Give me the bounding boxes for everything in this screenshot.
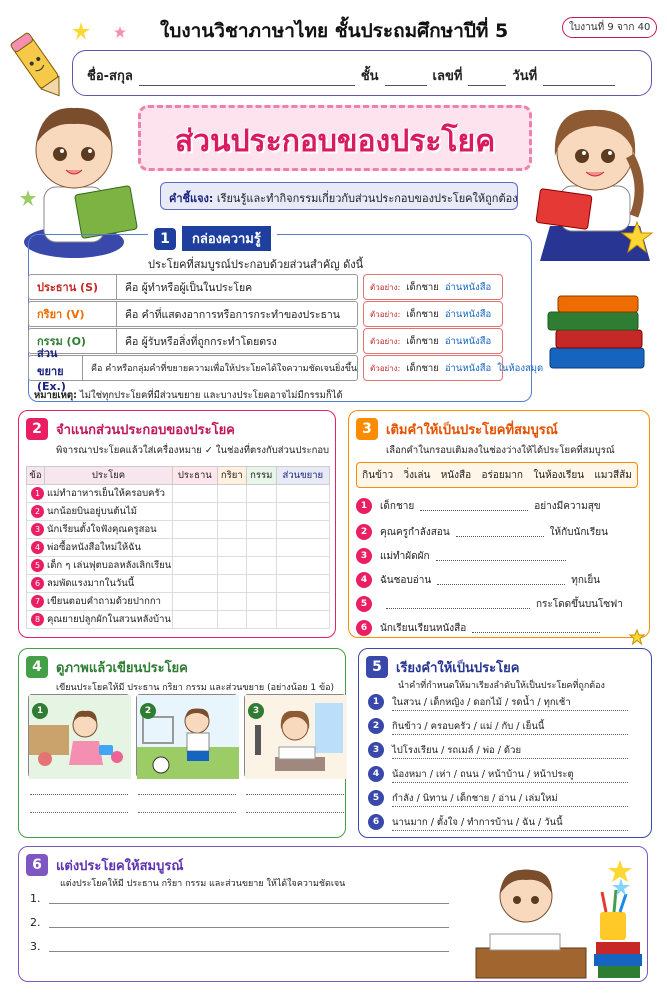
column-header: ประโยค xyxy=(45,467,173,485)
section3-subtitle: เลือกคำในกรอบเติมลงในช่องว่างให้ได้ประโยคที่สมบูรณ์ xyxy=(386,445,615,456)
answer-line[interactable] xyxy=(138,794,236,795)
term-definition: คือ ผู้รับหรือสิ่งที่ถูกกระทำโดยตรง xyxy=(125,335,277,348)
answer-line[interactable] xyxy=(30,794,128,795)
star-icon xyxy=(114,26,126,38)
table-row: 8 คุณยายปลูกผักในสวนหลังบ้าน xyxy=(27,611,330,629)
section6-header xyxy=(26,854,183,876)
answer-line[interactable] xyxy=(392,734,628,735)
fill-blank[interactable] xyxy=(456,527,544,537)
section1-number: 1 xyxy=(154,228,176,250)
check-cell[interactable] xyxy=(173,485,218,503)
check-cell[interactable] xyxy=(246,557,276,575)
term-definition: คือ คำที่แสดงอาการหรือการกระทำของประธาน xyxy=(125,308,340,321)
check-cell[interactable] xyxy=(276,539,329,557)
sentence-text: คุณยายปลูกผักในสวนหลังบ้าน xyxy=(47,614,171,625)
answer-line[interactable] xyxy=(392,830,628,831)
word-bank-item: กินข้าว xyxy=(362,469,394,481)
picture-number: 2 xyxy=(140,703,156,719)
check-cell[interactable] xyxy=(217,593,246,611)
answer-line[interactable] xyxy=(392,806,628,807)
check-cell[interactable] xyxy=(276,611,329,629)
instruction-box xyxy=(160,182,518,210)
check-cell[interactable] xyxy=(217,521,246,539)
fill-blank[interactable] xyxy=(420,501,528,511)
example-extension: ในห้องสมุด xyxy=(497,362,544,374)
check-cell[interactable] xyxy=(276,575,329,593)
fill-item: 3 แม่ทำผัดผัก xyxy=(356,548,572,564)
definition-row xyxy=(28,274,358,300)
arrange-item: 5 กำลัง / นิทาน / เด็กชาย / อ่าน / เล่มใหม่ xyxy=(368,790,558,806)
check-cell[interactable] xyxy=(246,503,276,521)
answer-line[interactable] xyxy=(138,812,236,813)
check-cell[interactable] xyxy=(276,521,329,539)
check-cell[interactable] xyxy=(173,521,218,539)
check-cell[interactable] xyxy=(173,611,218,629)
section1-intro: ประโยคที่สมบูรณ์ประกอบด้วยส่วนสำคัญ ดังนี้ xyxy=(148,258,364,271)
check-cell[interactable] xyxy=(173,557,218,575)
page-title: ใบงานวิชาภาษาไทย ชั้นประถมศึกษาปีที่ 5 xyxy=(160,20,509,42)
table-row: 5 เด็ก ๆ เล่นฟุตบอลหลังเลิกเรียน xyxy=(27,557,330,575)
section5-title: เรียงคำให้เป็นประโยค xyxy=(396,660,520,676)
word-bank-item: แมวสีส้ม xyxy=(594,469,632,481)
example-label: ตัวอย่าง: xyxy=(370,309,401,319)
sentence-line xyxy=(30,916,449,929)
sentence-text: เด็ก ๆ เล่นฟุตบอลหลังเลิกเรียน xyxy=(47,560,172,571)
fill-prefix: คุณครูกำลังสอน xyxy=(380,526,450,538)
fill-blank[interactable] xyxy=(386,599,530,609)
classification-table xyxy=(26,466,330,629)
fill-blank[interactable] xyxy=(437,575,565,585)
section3-number: 3 xyxy=(356,418,378,440)
fill-prefix: ฉันชอบอ่าน xyxy=(380,574,432,586)
star-icon xyxy=(630,630,644,644)
sentence-text: ลมพัดแรงมากในวันนี้ xyxy=(47,578,135,589)
fill-suffix: อย่างมีความสุข xyxy=(534,500,601,512)
date-label: วันที่ xyxy=(512,69,538,84)
section5-subtitle: นำคำที่กำหนดให้มาเรียงลำดับให้เป็นประโยคที่ถูกต้อง xyxy=(398,681,605,691)
check-cell[interactable] xyxy=(217,503,246,521)
answer-line[interactable] xyxy=(49,942,449,952)
section2-subtitle: พิจารณาประโยคแล้วใส่เครื่องหมาย ✓ ในช่องที่ตรงกับส่วนประกอบ xyxy=(56,445,330,456)
word-set: กินข้าว / ครอบครัว / แม่ / กับ / เย็นนี้ xyxy=(392,720,545,732)
definition-row xyxy=(28,301,358,327)
example-verb: อ่านหนังสือ xyxy=(444,281,492,293)
instruction-text: เรียนรู้และทำกิจกรรมเกี่ยวกับส่วนประกอบของประโยคให้ถูกต้อง xyxy=(216,192,518,205)
section6-title: แต่งประโยคให้สมบูรณ์ xyxy=(56,858,184,874)
banner-title: ส่วนประกอบของประโยค xyxy=(174,124,496,159)
section2-number: 2 xyxy=(26,418,48,440)
example-subject: เด็กชาย xyxy=(406,335,439,347)
check-cell[interactable] xyxy=(217,611,246,629)
example-subject: เด็กชาย xyxy=(406,362,439,374)
arrange-item: 6 นานมาก / ตั้งใจ / ทำการบ้าน / ฉัน / วันนี้ xyxy=(368,814,563,830)
answer-line[interactable] xyxy=(49,918,449,928)
section3-header xyxy=(356,418,558,440)
example-box xyxy=(363,328,503,354)
fill-suffix: กระโดดขึ้นบนโซฟา xyxy=(536,598,623,610)
section1-title: กล่องความรู้ xyxy=(182,226,271,251)
answer-line[interactable] xyxy=(246,812,344,813)
sentence-line xyxy=(30,940,449,953)
fill-prefix: เด็กชาย xyxy=(380,500,415,512)
check-cell[interactable] xyxy=(276,557,329,575)
picture-number: 1 xyxy=(32,703,48,719)
fill-item: 5 กระโดดขึ้นบนโซฟา xyxy=(356,596,623,612)
check-cell[interactable] xyxy=(217,557,246,575)
sentence-text: พ่อซื้อหนังสือใหม่ให้ฉัน xyxy=(47,542,142,553)
check-cell[interactable] xyxy=(246,485,276,503)
picture-boy-football xyxy=(136,694,238,778)
arrange-item: 1 ในสวน / เด็กหญิง / ดอกไม้ / รดน้ำ / ทุกเช้า xyxy=(368,694,571,710)
term-label: ส่วนขยาย (Ex.) xyxy=(29,356,83,380)
fill-suffix: ทุกเย็น xyxy=(571,574,601,586)
table-row: 2 นกน้อยบินอยู่บนต้นไม้ xyxy=(27,503,330,521)
answer-line[interactable] xyxy=(246,794,344,795)
check-cell[interactable] xyxy=(276,593,329,611)
term-label: กรรม (O) xyxy=(29,329,117,353)
column-header: กรรม xyxy=(246,467,276,485)
example-verb: อ่านหนังสือ xyxy=(444,335,492,347)
column-header: ประธาน xyxy=(173,467,218,485)
fill-blank[interactable] xyxy=(436,551,566,561)
student-info-box xyxy=(72,50,652,96)
term-label: กริยา (V) xyxy=(29,302,117,326)
sentence-text: นักเรียนตั้งใจฟังคุณครูสอน xyxy=(47,524,157,535)
sentence-line xyxy=(30,892,449,905)
section4-number: 4 xyxy=(26,656,48,678)
check-cell[interactable] xyxy=(246,539,276,557)
example-verb: อ่านหนังสือ xyxy=(444,308,492,320)
main-banner xyxy=(138,105,532,171)
term-label: ประธาน (S) xyxy=(29,275,117,299)
word-bank-item: หนังสือ xyxy=(440,469,472,481)
table-row: 7 เขียนตอบคำถามด้วยปากกา xyxy=(27,593,330,611)
table-row: 6 ลมพัดแรงมากในวันนี้ xyxy=(27,575,330,593)
section5-header xyxy=(366,656,519,678)
section2-title: จำแนกส่วนประกอบของประโยค xyxy=(56,422,235,438)
answer-line[interactable] xyxy=(392,710,628,711)
term-definition: คือ ผู้ทำหรือผู้เป็นในประโยค xyxy=(125,281,253,294)
answer-line[interactable] xyxy=(49,894,449,904)
word-bank-item: วิ่งเล่น xyxy=(403,469,431,481)
picture-girl-watering xyxy=(28,694,130,778)
check-cell[interactable] xyxy=(276,503,329,521)
answer-line[interactable] xyxy=(392,758,628,759)
section6-number: 6 xyxy=(26,854,48,876)
section6-subtitle: แต่งประโยคให้มี ประธาน กริยา กรรม และส่วนขยาย ให้ได้ใจความชัดเจน xyxy=(60,879,346,889)
check-cell[interactable] xyxy=(217,575,246,593)
sentence-text: เขียนตอบคำถามด้วยปากกา xyxy=(47,596,162,607)
instruction-label: คำชี้แจง: xyxy=(169,192,214,205)
grade-label: ชั้น xyxy=(360,69,379,84)
answer-line[interactable] xyxy=(30,812,128,813)
example-label: ตัวอย่าง: xyxy=(370,363,401,373)
column-header: ข้อ xyxy=(27,467,45,485)
note-label: หมายเหตุ: xyxy=(34,390,77,401)
line-number: 3. xyxy=(30,940,41,953)
sentence-text: แม่ทำอาหารเย็นให้ครอบครัว xyxy=(47,488,165,499)
example-subject: เด็กชาย xyxy=(406,308,439,320)
note-text: ไม่ใช่ทุกประโยคที่มีส่วนขยาย และบางประโยคอาจไม่มีกรรมก็ได้ xyxy=(79,390,343,401)
grade-field[interactable] xyxy=(385,72,427,86)
word-bank-item: อร่อยมาก xyxy=(481,469,523,481)
section3-title: เติมคำให้เป็นประโยคที่สมบูรณ์ xyxy=(386,422,558,438)
section4-title: ดูภาพแล้วเขียนประโยค xyxy=(56,660,188,676)
answer-line[interactable] xyxy=(392,782,628,783)
section4-header xyxy=(26,656,188,678)
number-field[interactable] xyxy=(468,72,506,86)
fill-item: 4 ฉันชอบอ่าน ทุกเย็น xyxy=(356,572,600,588)
table-row: 1 แม่ทำอาหารเย็นให้ครอบครัว xyxy=(27,485,330,503)
number-label: เลขที่ xyxy=(432,69,463,84)
picture-number: 3 xyxy=(248,703,264,719)
example-verb: อ่านหนังสือ xyxy=(444,362,492,374)
table-header-row xyxy=(27,467,330,485)
word-bank-item: ในห้องเรียน xyxy=(533,469,585,481)
example-subject: เด็กชาย xyxy=(406,281,439,293)
star-icon xyxy=(622,222,652,252)
example-label: ตัวอย่าง: xyxy=(370,336,401,346)
section2-header xyxy=(26,418,235,440)
check-cell[interactable] xyxy=(217,485,246,503)
sentence-text: นกน้อยบินอยู่บนต้นไม้ xyxy=(47,506,138,517)
fill-blank[interactable] xyxy=(472,623,600,633)
table-row: 4 พ่อซื้อหนังสือใหม่ให้ฉัน xyxy=(27,539,330,557)
table-row: 3 นักเรียนตั้งใจฟังคุณครูสอน xyxy=(27,521,330,539)
check-cell[interactable] xyxy=(276,485,329,503)
section4-subtitle: เขียนประโยคให้มี ประธาน กริยา กรรม และส่วนขยาย (อย่างน้อย 1 ข้อ) xyxy=(56,683,335,693)
check-cell[interactable] xyxy=(246,593,276,611)
word-set: ไปโรงเรียน / รถเมล์ / พ่อ / ด้วย xyxy=(392,744,522,756)
fill-suffix: ให้กับนักเรียน xyxy=(549,526,608,538)
picture-girl-reading xyxy=(244,694,346,778)
star-icon xyxy=(72,22,90,40)
date-field[interactable] xyxy=(543,72,615,86)
check-cell[interactable] xyxy=(173,575,218,593)
fill-prefix: นักเรียนเรียนหนังสือ xyxy=(380,622,467,634)
check-cell[interactable] xyxy=(246,611,276,629)
example-label: ตัวอย่าง: xyxy=(370,282,401,292)
word-set: น้องหมา / เห่า / ถนน / หน้าบ้าน / หน้าประตู xyxy=(392,768,574,780)
fill-item: 2 คุณครูกำลังสอน ให้กับนักเรียน xyxy=(356,524,608,540)
column-header: ส่วนขยาย xyxy=(276,467,329,485)
name-label: ชื่อ-สกุล xyxy=(87,69,133,84)
check-cell[interactable] xyxy=(246,575,276,593)
word-set: กำลัง / นิทาน / เด็กชาย / อ่าน / เล่มใหม่ xyxy=(392,792,558,804)
check-cell[interactable] xyxy=(173,593,218,611)
section5-number: 5 xyxy=(366,656,388,678)
check-cell[interactable] xyxy=(173,503,218,521)
fill-item: 6 นักเรียนเรียนหนังสือ xyxy=(356,620,606,636)
example-box xyxy=(363,301,503,327)
section1-note xyxy=(34,388,343,403)
page-badge: ใบงานที่ 9 จาก 40 xyxy=(562,17,657,38)
arrange-item: 4 น้องหมา / เห่า / ถนน / หน้าบ้าน / หน้าประตู xyxy=(368,766,574,782)
arrange-item: 2 กินข้าว / ครอบครัว / แม่ / กับ / เย็นนี้ xyxy=(368,718,544,734)
word-set: ในสวน / เด็กหญิง / ดอกไม้ / รดน้ำ / ทุกเช้า xyxy=(392,696,571,708)
boy-writing-illustration xyxy=(470,856,646,980)
check-cell[interactable] xyxy=(246,521,276,539)
section1-header xyxy=(148,226,277,251)
fill-item: 1 เด็กชาย อย่างมีความสุข xyxy=(356,498,601,514)
line-number: 2. xyxy=(30,916,41,929)
example-box xyxy=(363,355,544,381)
word-set: นานมาก / ตั้งใจ / ทำการบ้าน / ฉัน / วันนี้ xyxy=(392,816,563,828)
star-icon xyxy=(20,190,36,206)
fill-prefix: แม่ทำผัดผัก xyxy=(380,550,430,562)
star-icon xyxy=(612,878,630,896)
word-bank xyxy=(356,462,638,488)
arrange-item: 3 ไปโรงเรียน / รถเมล์ / พ่อ / ด้วย xyxy=(368,742,521,758)
name-field[interactable] xyxy=(139,72,355,86)
check-cell[interactable] xyxy=(173,539,218,557)
check-cell[interactable] xyxy=(217,539,246,557)
line-number: 1. xyxy=(30,892,41,905)
term-definition: คือ คำหรือกลุ่มคำที่ขยายความเพื่อให้ประโยคได้ใจความชัดเจนยิ่งขึ้น xyxy=(90,364,357,374)
column-header: กริยา xyxy=(217,467,246,485)
book-stack-icon xyxy=(544,290,650,376)
example-box xyxy=(363,274,503,300)
definition-row xyxy=(28,346,358,393)
